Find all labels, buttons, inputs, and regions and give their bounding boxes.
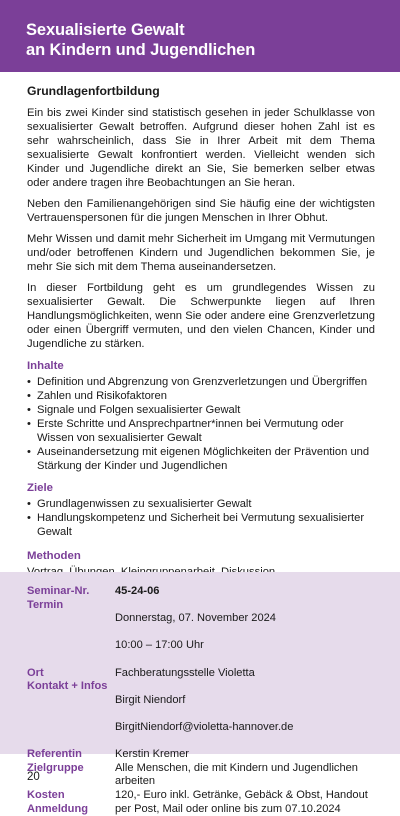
info-row-termin [27,599,372,667]
page-number: 20 [27,771,40,783]
info-table [27,585,372,816]
zielgruppe-value: Alle Menschen, die mit Kindern und Jugendlichen arbeiten [115,762,372,789]
paragraph-intro: Ein bis zwei Kinder sind statistisch gesehen in jeder Schulklasse von sexualisierter Gewalt betroffen. Aufgrund dieser hohen Zahl ist es sehr wahrscheinlich, dass Sie in Ihrer Arbeit mit dem Thema sexualisierte Gewalt konfrontiert werden. Vielleicht wenden sich Kinder und Jugendliche direkt an Sie, Sie bemerken selber etwas oder andere tragen ihre Beobachtungen an Sie heran. [27,106,375,190]
paragraph-knowledge: Mehr Wissen und damit mehr Sicherheit im Umgang mit Vermutungen und/oder betroffenen Kindern und Jugendlichen bekommen Sie, je mehr Sie sich mit dem Thema auseinandersetzen. [27,232,375,274]
list-item: • Grundlagenwissen zu sexualisierter Gewalt [27,497,375,511]
seminar-value: 45-24-06 [115,585,372,599]
referentin-value: Kerstin Kremer [115,748,372,762]
list-item: • Erste Schritte und Ansprechpartner*innen bei Vermutung oder Wissen von sexualisierter Gewalt [27,417,375,445]
section-title: Grundlagenfortbildung [27,84,375,98]
ziele-list [27,497,375,539]
info-row-anmeldung [27,803,372,816]
info-row-kosten [27,789,372,803]
termin-label: Termin [27,599,115,667]
list-item: • Signale und Folgen sexualisierter Gewalt [27,403,375,417]
methoden-heading: Methoden [27,549,375,563]
termin-time: 10:00 – 17:00 Uhr [115,639,372,653]
main-content [27,84,375,579]
ort-value: Fachberatungsstelle Violetta [115,667,372,681]
termin-date: Donnerstag, 07. November 2024 [115,612,372,626]
anmeldung-value: per Post, Mail oder online bis zum 07.10.2024 [115,803,372,816]
paragraph-focus: In dieser Fortbildung geht es um grundlegendes Wissen zu sexualisierter Gewalt. Die Schwerpunkte liegen auf Ihren Handlungsmöglichkeiten, wenn Sie oder andere eine Grenzverletzung oder einen Übergriff vermuten, und den vielen Chancen, Kinder und Jugendliche zu stärken. [27,281,375,351]
list-item: • Zahlen und Risikofaktoren [27,389,375,403]
seminar-label: Seminar-Nr. [27,585,115,599]
list-item: • Definition und Abgrenzung von Grenzverletzungen und Übergriffen [27,375,375,389]
list-item: • Auseinandersetzung mit eigenen Möglichkeiten der Prävention und Stärkung der Kinder und Jugendlichen [27,445,375,473]
kontakt-label: Kontakt + Infos [27,680,115,748]
kosten-value: 120,- Euro inkl. Getränke, Gebäck & Obst, Handout [115,789,372,803]
kontakt-email[interactable]: BirgitNiendorf@violetta-hannover.de [115,721,372,735]
referentin-label: Referentin [27,748,115,762]
page-title: Sexualisierte Gewalt an Kindern und Jugendlichen [26,20,255,60]
info-row-zielgruppe [27,762,372,789]
zielgruppe-label: Zielgruppe [27,762,115,789]
info-row-seminar [27,585,372,599]
anmeldung-label: Anmeldung [27,803,115,816]
ort-label: Ort [27,667,115,681]
kosten-label: Kosten [27,789,115,803]
info-row-kontakt [27,680,372,748]
ziele-heading: Ziele [27,481,375,495]
info-box [0,572,400,754]
list-item: • Handlungskompetenz und Sicherheit bei Vermutung sexualisierter Gewalt [27,511,375,539]
kontakt-name: Birgit Niendorf [115,694,372,708]
header-banner [0,0,400,72]
info-row-ort [27,667,372,681]
paragraph-trust: Neben den Familienangehörigen sind Sie häufig eine der wichtigsten Vertrauenspersonen für die jungen Menschen in Ihrer Obhut. [27,197,375,225]
info-row-referentin [27,748,372,762]
inhalte-list [27,375,375,473]
inhalte-heading: Inhalte [27,359,375,373]
